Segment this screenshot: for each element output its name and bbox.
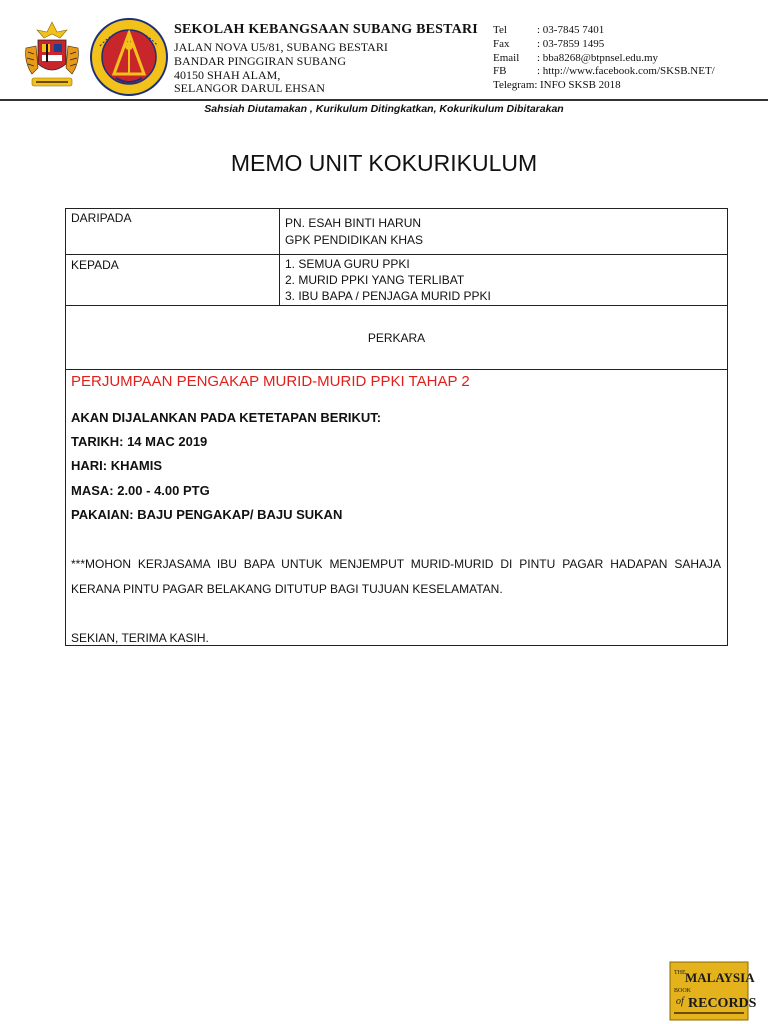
malaysia-book-of-records-logo bbox=[670, 962, 757, 1020]
contact-label: FB bbox=[493, 65, 507, 77]
recipient-item: 1. SEMUA GURU PPKI bbox=[285, 257, 410, 271]
recipient-item: 3. IBU BAPA / PENJAGA MURID PPKI bbox=[285, 289, 491, 303]
row-divider bbox=[66, 305, 727, 306]
from-position: GPK PENDIDIKAN KHAS bbox=[285, 233, 424, 247]
contact-value: : http://www.facebook.com/SKSB.NET/ bbox=[537, 65, 715, 77]
badge-text: of bbox=[676, 996, 684, 1007]
coat-of-arms-logo bbox=[22, 18, 82, 96]
column-divider bbox=[279, 209, 280, 305]
detail-line: AKAN DIJALANKAN PADA KETETAPAN BERIKUT: bbox=[71, 410, 382, 425]
to-label: KEPADA bbox=[71, 258, 119, 272]
contact-value: INFO SKSB 2018 bbox=[540, 79, 621, 91]
memo-title: MEMO UNIT KOKURIKULUM bbox=[230, 150, 538, 176]
contact-value: : 03-7845 7401 bbox=[537, 24, 605, 36]
contact-label: Tel bbox=[493, 24, 507, 36]
row-divider bbox=[66, 369, 727, 370]
school-motto: Sahsiah Diutamakan , Kurikulum Ditingkatkan, Kokurikulum Dibitarakan bbox=[204, 103, 564, 115]
contact-value: : bba8268@btpnsel.edu.my bbox=[537, 52, 659, 64]
contact-label: Telegram: bbox=[493, 79, 538, 91]
memo-note: ***MOHON KERJASAMA IBU BAPA UNTUK MENJEMPUT MURID-MURID DI PINTU PAGAR HADAPAN SAHAJA KERANA PINTU PAGAR BELAKANG DITUTUP BAGI TUJUAN KESELAMATAN. bbox=[71, 557, 721, 596]
badge-text: RECORDS bbox=[688, 996, 757, 1011]
school-name: SEKOLAH KEBANGSAAN SUBANG BESTARI bbox=[174, 22, 478, 37]
detail-time: MASA: 2.00 - 4.00 PTG bbox=[71, 483, 210, 498]
address-line: 40150 SHAH ALAM, bbox=[174, 68, 281, 82]
badge-text: MALAYSIA bbox=[685, 970, 755, 985]
contact-label: Fax bbox=[493, 38, 510, 50]
memo-closing: SEKIAN, TERIMA KASIH. bbox=[71, 631, 209, 645]
contact-value: : 03-7859 1495 bbox=[537, 38, 605, 50]
row-divider bbox=[66, 254, 727, 255]
recipient-item: 2. MURID PPKI YANG TERLIBAT bbox=[285, 273, 465, 287]
detail-day: HARI: KHAMIS bbox=[71, 458, 162, 473]
memo-subject: PERJUMPAAN PENGAKAP MURID-MURID PPKI TAHAP 2 bbox=[71, 373, 470, 390]
memo-table bbox=[65, 208, 728, 646]
badge-text: BOOK bbox=[674, 988, 692, 994]
address-line: JALAN NOVA U5/81, SUBANG BESTARI bbox=[174, 40, 388, 54]
from-name: PN. ESAH BINTI HARUN bbox=[285, 216, 422, 230]
badge-text: THE bbox=[674, 970, 686, 976]
perkara-label: PERKARA bbox=[367, 331, 426, 345]
header-divider bbox=[0, 99, 768, 101]
from-label: DARIPADA bbox=[71, 211, 132, 225]
detail-date: TARIKH: 14 MAC 2019 bbox=[71, 434, 208, 449]
school-logo bbox=[90, 16, 168, 98]
detail-attire: PAKAIAN: BAJU PENGAKAP/ BAJU SUKAN bbox=[71, 507, 343, 522]
address-line: BANDAR PINGGIRAN SUBANG bbox=[174, 54, 347, 68]
contact-label: Email bbox=[493, 52, 520, 64]
address-line: SELANGOR DARUL EHSAN bbox=[174, 81, 325, 95]
